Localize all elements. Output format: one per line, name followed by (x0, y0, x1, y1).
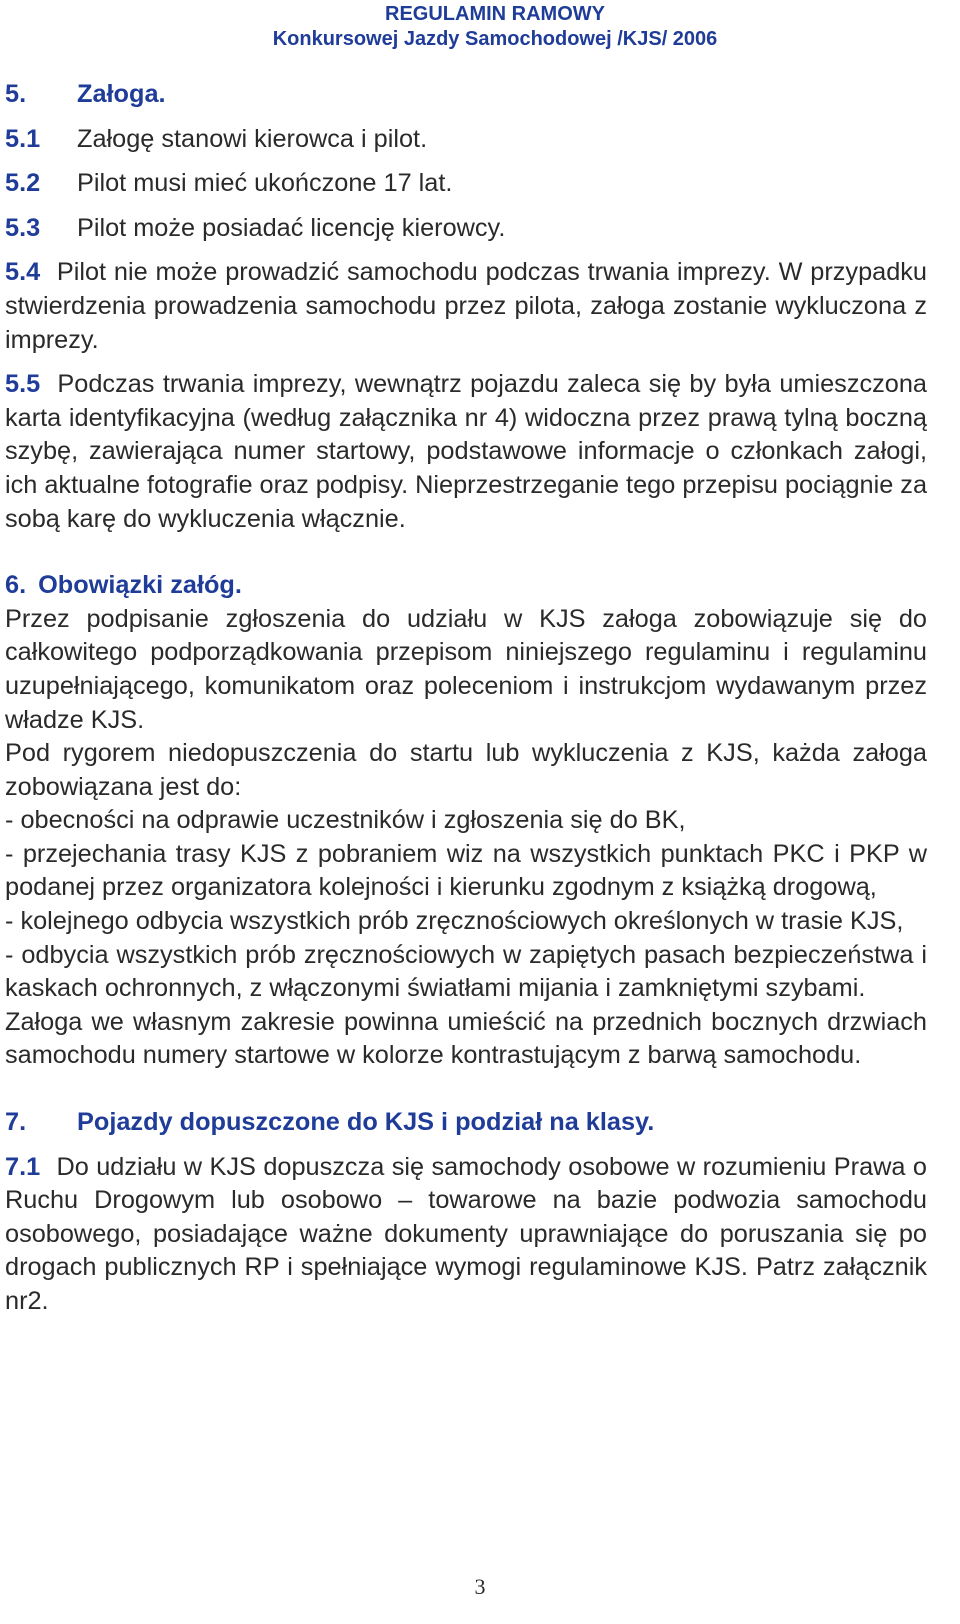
paragraph: Pod rygorem niedopuszczenia do startu lub wykluczenia z KJS, każda załoga zobowiązana jest do: (5, 739, 927, 801)
list-item (5, 212, 927, 246)
paragraph-7-1 (5, 1151, 927, 1319)
item-text: Pilot może posiadać licencję kierowcy. (77, 213, 506, 242)
section-7-heading (5, 1106, 927, 1140)
paragraph-5-5 (5, 368, 927, 536)
paragraph: Załoga we własnym zakresie powinna umieścić na przednich bocznych drzwiach samochodu numery startowe w kolorze kontrastującym z barwą samochodu. (5, 1007, 927, 1070)
section-6-heading (5, 569, 927, 603)
section-number: 7. (5, 1108, 27, 1137)
item-number: 5.4 (5, 258, 41, 287)
paragraph: Przez podpisanie zgłoszenia do udziału w KJS załoga zobowiązuje się do całkowitego podporządkowania przepisom niniejszego regulaminu i regulaminu uzupełniającego, komunikatom oraz poleceniom i instrukcjom wydawanym przez władze KJS. (5, 604, 927, 734)
page-number: 3 (474, 1574, 486, 1599)
document-body (5, 78, 927, 1319)
header-subtitle: Konkursowej Jazdy Samochodowej /KJS/ 2006 (272, 28, 718, 50)
section-number: 5. (5, 80, 27, 108)
item-number: 7.1 (5, 1152, 41, 1181)
item-text: Do udziału w KJS dopuszcza się samochody osobowe w rozumieniu Prawa o Ruchu Drogowym lub osobowo – towarowe na bazie podwozia samochodu osobowego, posiadające ważne dokumenty uprawniające do poruszania się po drogach publicznych RP i spełniające wymogi regulaminowe KJS. Patrz załącznik nr2. (5, 1152, 927, 1315)
item-text: Załogę stanowi kierowca i pilot. (77, 124, 428, 153)
item-number: 5.1 (5, 124, 41, 153)
item-text: Pilot nie może prowadzić samochodu podczas trwania imprezy. W przypadku stwierdzenia prowadzenia samochodu przez pilota, załoga zostanie wykluczona z imprezy. (5, 258, 927, 354)
item-number: 5.2 (5, 169, 41, 198)
item-number: 5.3 (5, 213, 41, 242)
section-5-heading (5, 78, 927, 112)
section-title: Załoga. (77, 80, 166, 108)
bullet-item: - kolejnego odbycia wszystkich prób zręcznościowych określonych w trasie KJS, (5, 907, 904, 936)
item-text: Pilot musi mieć ukończone 17 lat. (77, 169, 453, 198)
paragraph-5-4 (5, 256, 927, 357)
list-item (5, 167, 927, 201)
bullet-item: - obecności na odprawie uczestników i zgłoszenia się do BK, (5, 806, 686, 835)
bullet-item: - przejechania trasy KJS z pobraniem wiz na wszystkich punktach PKC i PKP w podanej przez organizatora kolejności i kierunku zgodnym z książką drogową, (5, 839, 927, 902)
section-title: Pojazdy dopuszczone do KJS i podział na klasy. (77, 1108, 655, 1137)
section-title: Obowiązki załóg. (38, 571, 242, 600)
item-number: 5.5 (5, 370, 41, 399)
section-number: 6. (5, 571, 27, 600)
item-text: Podczas trwania imprezy, wewnątrz pojazdu zaleca się by była umieszczona karta identyfikacyjna (według załącznika nr 4) widoczna przez prawą tylną boczną szybę, zawierająca numer startowy, podstawowe informacje o członkach załogi, ich aktualne fotografie oraz podpisy. Nieprzestrzeganie tego przepisu pociągnie za sobą karę do wykluczenia włącznie. (5, 370, 928, 533)
document-header (0, 2, 960, 52)
bullet-item: - odbycia wszystkich prób zręcznościowych w zapiętych pasach bezpieczeństwa i kaskach ochronnych, z włączonymi światłami mijania i zamkniętymi szybami. (5, 940, 927, 1003)
list-item (5, 123, 927, 157)
header-title: REGULAMIN RAMOWY (385, 3, 605, 25)
